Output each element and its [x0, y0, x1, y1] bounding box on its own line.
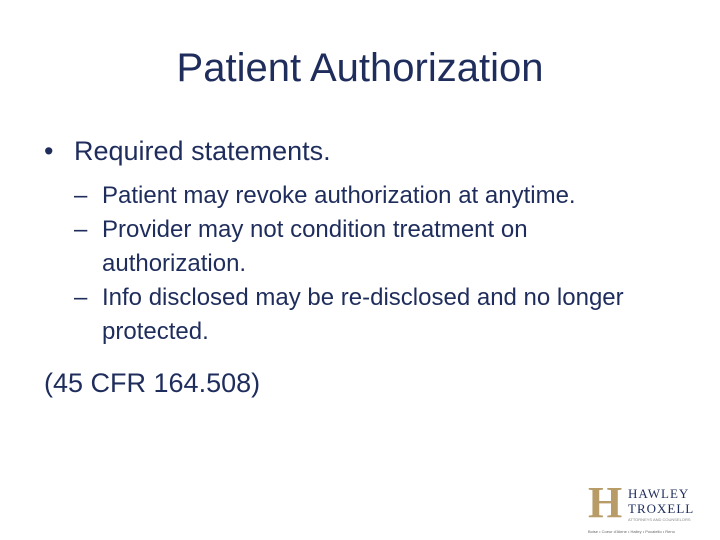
main-bullet-text: Required statements.: [74, 136, 331, 166]
sub-bullet: [74, 213, 654, 281]
logo-locations: Boise • Coeur d'Alene • Hailey • Pocatello • Reno: [588, 529, 675, 534]
logo-tagline: ATTORNEYS AND COUNSELORS: [628, 517, 691, 522]
sub-bullet: [74, 281, 654, 349]
sub-bullet-text: Info disclosed may be re-disclosed and no longer protected.: [102, 284, 624, 345]
sub-bullet-dash: –: [74, 284, 88, 311]
slide-title: Patient Authorization: [176, 46, 544, 90]
bullet-dot: •: [44, 136, 54, 166]
logo-line-2: TROXELL: [628, 501, 695, 516]
sub-bullet-text: Patient may revoke authorization at anytime.: [102, 182, 576, 209]
firm-logo: [588, 478, 714, 535]
sub-bullet-dash: –: [74, 216, 88, 243]
sub-bullet-text: Provider may not condition treatment on authorization.: [102, 216, 528, 277]
main-bullet: [44, 134, 331, 168]
citation: (45 CFR 164.508): [44, 368, 261, 398]
sub-bullet-list: [74, 179, 654, 349]
logo-letter-mark: H: [588, 478, 623, 527]
sub-bullet: [74, 179, 654, 213]
sub-bullet-dash: –: [74, 182, 88, 209]
logo-line-1: HAWLEY: [628, 486, 690, 501]
